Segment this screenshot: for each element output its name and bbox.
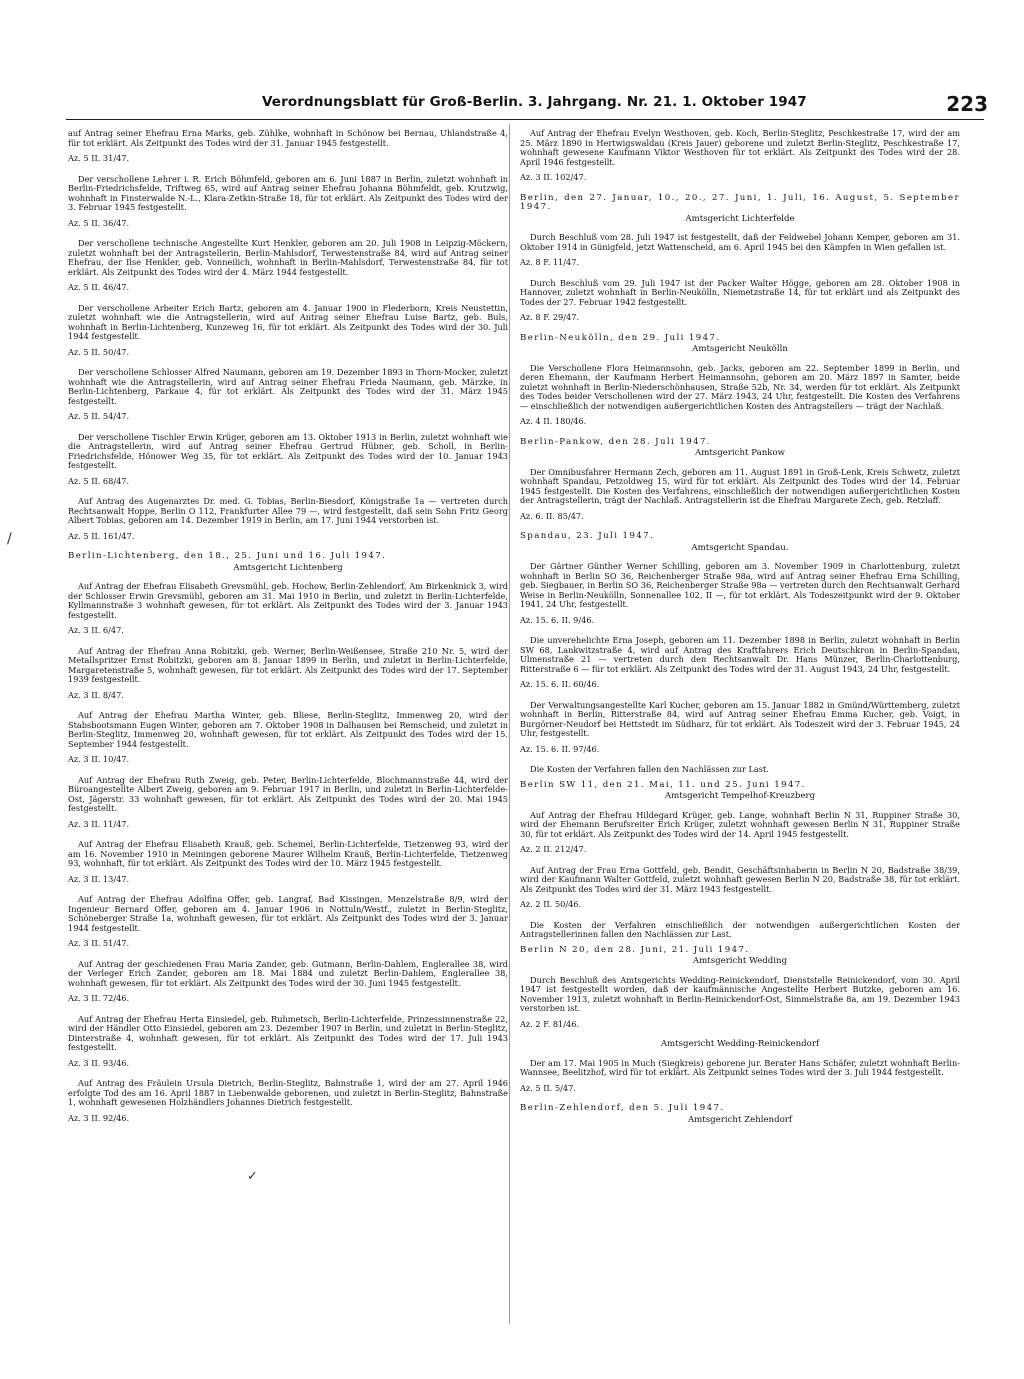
case-reference: Az. 3 II. 93/46.: [68, 1057, 130, 1068]
court-name: Amtsgericht Lichterfelde: [685, 213, 795, 224]
header-rule: [66, 119, 984, 120]
court-name: Amtsgericht Zehlendorf: [687, 1114, 793, 1125]
notice-paragraph: Die unverehelichte Erna Joseph, geboren am 11. Dezember 1898 in Berlin, zuletzt wohnhaft in Berlin SW 68, Lankwitzstraße 4, wird auf Antrag des Kraftfahrers Erich Deutschkron in Berlin-Spandau, Ulmenstraße 21 — vertreten durch den Rechtsanwalt Dr. Hans Münzer, Berlin-Charlottenburg, Ritterstraße 6 — für tot erklärt. Als Zeitpunkt des Todes wird der 31. August 1943, 24 Uhr, festgestellt.: [520, 635, 960, 674]
case-reference: Az. 8 F. 29/47.: [520, 312, 580, 322]
notice-paragraph: Auf Antrag des Fräulein Ursula Dietrich, Berlin-Steglitz, Bahnstraße 1, wird der am 27. April 1946 erfolgte Tod des am 16. April 1887 in Liebenwalde geborenen, und zuletzt in Berlin-Steglitz, Bahnstraße 1, wohnhaft gewesenen Holzhändlers Johannes Dietrich festgestellt.: [68, 1078, 508, 1107]
court-name: Amtsgericht Spandau.: [691, 542, 789, 553]
case-reference: Az. 2 II. 212/47.: [520, 844, 587, 854]
notice-paragraph: Auf Antrag der Ehefrau Martha Winter, geb. Bliese, Berlin-Steglitz, Immenweg 20, wird der Stabsbootsmann Eugen Winter, geboren am 7. Oktober 1908 in Dalhausen bei Remscheid, und zuletzt in Berlin-Steglitz, Immenweg 20, wohnhaft gewesen, für tot erklärt. Als Zeitpunkt des Todes wird der 15. September 1944 festgestellt.: [68, 710, 508, 749]
case-reference: Az. 5 II. 54/47.: [68, 411, 130, 421]
case-reference: Az. 5 II. 5/47.: [520, 1082, 576, 1093]
case-reference: Az. 3 II. 10/47.: [68, 754, 130, 764]
notice-paragraph: Auf Antrag der Ehefrau Elisabeth Krauß, geb. Schemel, Berlin-Lichterfelde, Tietzenweg 93, wird der am 16. November 1910 in Meiningen geborene Maurer Wilhelm Krauß, Berlin-Lichterfelde, Tietzenweg 93, wohnhaft, für tot erklärt. Als Zeitpunkt des Todes wird der 10. März 1945 festgestellt.: [68, 839, 508, 868]
case-reference: Az. 5 II. 68/47.: [68, 475, 130, 486]
place-date-line: Berlin SW 11, den 21. Mai, 11. und 25. Juni 1947.: [520, 779, 806, 790]
notice-paragraph: Der verschollene Arbeiter Erich Bartz, geboren am 4. Januar 1900 in Flederborn, Kreis Neustettin, zuletzt wohnhaft wie die Antragstellerin, wird auf Antrag seiner Ehefrau Luise Bartz, geb. Buls, wohnhaft in Berlin-Lichtenberg, Kunzeweg 16, für tot erklärt. Als Zeitpunkt des Todes wird der 30. Juli 1944 festgestellt.: [68, 302, 508, 341]
case-reference: Az. 15. 6. II. 60/46.: [520, 679, 600, 689]
right-column: [520, 129, 960, 1134]
costs-note: Die Kosten der Verfahren einschließlich der notwendigen außergerichtlichen Kosten der Antragstellerinnen fallen den Nachlässen zur Last.: [520, 919, 960, 939]
notice-paragraph: Auf Antrag der geschiedenen Frau Maria Zander, geb. Gutmann, Berlin-Dahlem, Englerallee 38, wird der Verleger Erich Zander, geboren am 18. Mai 1884 und zuletzt Berlin-Dahlem, Englerallee 38, wohnhaft gewesen, für tot erklärt. Als Zeitpunkt des Todes wird der 30. Juni 1945 festgestellt.: [68, 958, 508, 988]
notice-paragraph: Durch Beschluß des Amtsgerichts Wedding-Reinickendorf, Dienststelle Reinickendorf, vom 30. April 1947 ist festgestellt worden, daß der kaufmännische Angestellte Herbert Butzke, geboren am 16. November 1913, zuletzt wohnhaft in Berlin-Reinickendorf-Ost, Simmelstraße 8a, am 19. Dezember 1943 verstorben ist.: [520, 974, 960, 1013]
notice-paragraph: auf Antrag seiner Ehefrau Erna Marks, geb. Zühlke, wohnhaft in Schönow bei Bernau, Uhlandstraße 4, für tot erklärt. Als Zeitpunkt des Todes wird der 31. Januar 1945 festgestellt.: [68, 128, 508, 148]
place-date-line: Berlin-Lichtenberg, den 18., 25. Juni und 16. Juli 1947.: [68, 551, 387, 561]
place-date-line: Berlin-Zehlendorf, den 5. Juli 1947.: [520, 1103, 725, 1113]
notice-paragraph: Auf Antrag der Ehefrau Anna Robitzki, geb. Werner, Berlin-Weißensee, Straße 210 Nr. 5, wird der Metallspritzer Ernst Robitzki, geboren am 8. Januar 1899 in Berlin, und zuletzt in Berlin-Lichterfelde, Margaretenstraße 5, wohnhaft gewesen, für tot erklärt. Als Zeitpunkt des Todes wird der 17. September 1939 festgestellt.: [68, 645, 508, 684]
place-date-line: Berlin-Neukölln, den 29. Juli 1947.: [520, 332, 721, 343]
notice-paragraph: Die Verschollene Flora Heimannsohn, geb. Jacks, geboren am 22. September 1899 in Berlin, und deren Ehemann, der Kaufmann Herbert Heimannsohn, geboren am 20. März 1897 in Samter, beide zuletzt wohnhaft in Berlin-Niederschönhausen, Straße 52b, Nr. 34, werden für tot erklärt. Als Zeitpunkt des Todes beider Verschollenen wird der 27. März 1943, 24 Uhr, festgestellt. Die Kosten des Verfahrens — einschließlich der notwendigen außergerichtlichen Kosten des Antragstellers — trägt der Nachlaß.: [520, 362, 960, 411]
case-reference: Az. 5 II. 161/47.: [68, 530, 135, 541]
notice-paragraph: Durch Beschluß vom 29. Juli 1947 ist der Packer Walter Högge, geboren am 28. Oktober 1908 in Hannover, zuletzt wohnhaft in Berlin-Neukölln, Niemetzstraße 14, für tot erklärt und als Zeitpunkt des Todes der 27. Februar 1942 festgestellt.: [520, 277, 960, 307]
case-reference: Az. 3 II. 51/47.: [68, 938, 130, 948]
case-reference: Az. 2 II. 50/46.: [520, 899, 582, 909]
case-reference: Az. 3 II. 6/47.: [68, 625, 124, 635]
notice-paragraph: Der Gärtner Günther Werner Schilling, geboren am 3. November 1909 in Charlottenburg, zuletzt wohnhaft in Berlin SO 36, Reichenberger Straße 98a, wird auf Antrag seiner Ehefrau Erna Schilling, geb. Siegbauer, in Berlin SO 36, Reichenberger Straße 98a — vertreten durch den Rechtsanwalt Gerhard Weise in Berlin-Neukölln, Sonnenallee 102, II —, für tot erklärt. Als Todeszeitpunkt wird der 9. Oktober 1941, 24 Uhr, festgestellt.: [520, 561, 960, 609]
margin-slash-mark: /: [7, 531, 12, 547]
place-date-line: Spandau, 23. Juli 1947.: [520, 531, 655, 541]
case-reference: Az. 15. 6. II. 9/46.: [520, 614, 595, 625]
place-date-line: Berlin N 20, den 28. Juni, 21. Juli 1947.: [520, 944, 750, 955]
case-reference: Az. 8 F. 11/47.: [520, 257, 580, 267]
place-date-line: Berlin-Pankow, den 28. Juli 1947.: [520, 436, 711, 447]
notice-paragraph: Auf Antrag der Ehefrau Evelyn Westhoven, geb. Koch, Berlin-Steglitz, Peschkestraße 17, wird der am 25. März 1890 in Hertwigswaldau (Kreis Jauer) geborene und zuletzt Berlin-Steglitz, Peschkestraße 17, wohnhaft gewesene Kaufmann Viktor Westhoven für tot erklärt. Als Zeitpunkt des Todes wird der 28. April 1946 festgestellt.: [520, 128, 960, 167]
notice-paragraph: Auf Antrag des Augenarztes Dr. med. G. Tobias, Berlin-Biesdorf, Königstraße 1a — vertreten durch Rechtsanwalt Hoppe, Berlin O 112, Frankfurter Allee 79 —, wird festgestellt, daß sein Sohn Fritz Georg Albert Tobias, geboren am 14. Dezember 1919 in Berlin, am 17. Juni 1944 verstorben ist.: [68, 496, 508, 525]
left-column: [68, 129, 508, 1134]
case-reference: Az. 3 II. 8/47.: [68, 689, 124, 700]
notice-paragraph: Der Omnibusfahrer Hermann Zech, geboren am 11. August 1891 in Groß-Lenk, Kreis Schwetz, zuletzt wohnhaft Spandau, Petzoldweg 15, wird für tot erklärt. Als Zeitpunkt des Todes wird der 14. Februar 1945 festgestellt. Die Kosten des Verfahrens, einschließlich der notwendigen außergerichtlichen Kosten der Antragstellerin, trägt der Nachlaß. Antragstellerin ist die Ehefrau Margarete Zech, geb. Retzlaff.: [520, 466, 960, 505]
notice-paragraph: Der verschollene technische Angestellte Kurt Henkler, geboren am 20. Juli 1908 in Leipzig-Möckern, zuletzt wohnhaft bei der Antragstellerin, Berlin-Mahlsdorf, Terwestenstraße 84, wird auf Antrag seiner Ehefrau, der Ilse Henkler, geb. Vonneilich, wohnhaft in Berlin-Mahlsdorf, Terwestenstraße 84, für tot erklärt. Als Zeitpunkt des Todes wird der 4. März 1944 festgestellt.: [68, 238, 508, 277]
gazette-title: Verordnungsblatt für Groß-Berlin. 3. Jahrgang. Nr. 21. 1. Oktober 1947: [262, 94, 807, 110]
case-reference: Az. 5 II. 50/47.: [68, 346, 130, 357]
case-reference: Az. 3 II. 92/46.: [68, 1112, 130, 1123]
case-reference: Az. 3 II. 11/47.: [68, 818, 130, 829]
case-reference: Az. 3 II. 102/47.: [520, 172, 587, 182]
case-reference: Az. 15. 6. II. 97/46.: [520, 743, 600, 754]
notice-paragraph: Auf Antrag der Ehefrau Elisabeth Grevsmühl, geb. Hochow, Berlin-Zehlendorf, Am Birkenknick 3, wird der Schlosser Erwin Grevsmühl, geboren am 31. Mai 1910 in Berlin, und zuletzt in Berlin-Lichterfelde, Kyllmannstraße 3 wohnhaft gewesen, für tot erklärt. Als Zeitpunkt des Todes wird der 3. Januar 1943 festgestellt.: [68, 581, 508, 620]
court-name: Amtsgericht Wedding-Reinickendorf: [660, 1039, 820, 1049]
page-header: [262, 92, 988, 126]
court-name: Amtsgericht Wedding: [692, 956, 788, 966]
case-reference: Az. 5 II. 36/47.: [68, 217, 130, 228]
notice-paragraph: Der am 17. Mai 1905 in Much (Siegkreis) geborene jur. Berater Hans Schäfer, zuletzt wohnhaft Berlin-Wannsee, Beelitzhof, wird für tot erklärt. Als Zeitpunkt seines Todes wird der 3. Juli 1944 festgestellt.: [520, 1057, 960, 1077]
notice-paragraph: Der Verwaltungsangestellte Karl Kucher, geboren am 15. Januar 1882 in Gmünd/Württemberg, zuletzt wohnhaft in Berlin, Ritterstraße 84, wird auf Antrag seiner Ehefrau Emma Kucher, geb. Voigt, in Burgörner-Neudorf bei Hettstedt im Südharz, für tot erklärt. Als Todeszeit wird der 3. Februar 1945, 24 Uhr, festgestellt.: [520, 699, 960, 738]
column-divider: [509, 124, 510, 1324]
court-name: Amtsgericht Neukölln: [692, 344, 788, 354]
case-reference: Az. 4 II. 180/46.: [520, 416, 587, 426]
notice-paragraph: Der verschollene Schlosser Alfred Naumann, geboren am 19. Dezember 1893 in Thorn-Mocker, zuletzt wohnhaft wie die Antragstellerin, wird auf Antrag seiner Ehefrau Frieda Naumann, geb. Märzke, in Berlin-Lichtenberg, Parkaue 4, für tot erklärt. Als Zeitpunkt des Todes wird der 31. März 1945 festgestellt.: [68, 367, 508, 406]
notice-paragraph: Auf Antrag der Ehefrau Hildegard Krüger, geb. Lange, wohnhaft Berlin N 31, Ruppiner Straße 30, wird der Ehemann Berufsreiter Erich Krüger, zuletzt wohnhaft gewesen Berlin N 31, Ruppiner Straße 30, für tot erklärt. Als Zeitpunkt des Todes wird der 14. April 1945 festgestellt.: [520, 809, 960, 839]
notice-paragraph: Der verschollene Lehrer i. R. Erich Böhmfeld, geboren am 6. Juni 1887 in Berlin, zuletzt wohnhaft in Berlin-Friedrichsfelde, Triftweg 65, wird auf Antrag seiner Ehefrau Johanna Böhmfeldt, geb. Krutzwig, wohnhaft in Finsterwalde N.-L., Klara-Zetkin-Straße 18, für tot erklärt. Als Zeitpunkt des Todes wird der 3. Februar 1945 festgestellt.: [68, 173, 508, 212]
costs-note: Die Kosten der Verfahren fallen den Nachlässen zur Last.: [530, 764, 769, 774]
case-reference: Az. 3 II. 13/47.: [68, 873, 130, 884]
case-reference: Az. 5 II. 31/47.: [68, 153, 130, 163]
notice-paragraph: Durch Beschluß vom 28. Juli 1947 ist festgestellt, daß der Feldwebel Johann Kemper, geboren am 31. Oktober 1914 in Günigfeld, jetzt Wattenscheid, am 6. April 1945 bei den Kämpfen in Wien gefallen ist.: [520, 232, 960, 252]
notice-paragraph: Auf Antrag der Ehefrau Adolfina Offer, geb. Langraf, Bad Kissingen, Menzelstraße 8/9, wird der Ingenieur Bernard Offer, geboren am 4. Januar 1906 in Nottuln/Westf., zuletzt in Berlin-Steglitz, Schöneberger Straße 1a, wohnhaft gewesen, für tot erklärt. Als Zeitpunkt des Todes wird der 3. Januar 1944 festgestellt.: [68, 894, 508, 933]
notice-paragraph: Auf Antrag der Ehefrau Ruth Zweig, geb. Peter, Berlin-Lichterfelde, Blochmannstraße 44, wird der Büroangestellte Albert Zweig, geboren am 9. Februar 1917 in Berlin, und zuletzt in Berlin-Lichterfelde-Ost, Jägerstr. 33 wohnhaft gewesen, für tot erklärt. Als Zeitpunkt des Todes wird der 20. Mai 1945 festgestellt.: [68, 774, 508, 813]
place-date-line: Berlin, den 27. Januar, 10., 20., 27. Juni, 1. Juli, 16. August, 5. September 1947.: [520, 192, 960, 212]
notice-paragraph: Der verschollene Tischler Erwin Krüger, geboren am 13. Oktober 1913 in Berlin, zuletzt wohnhaft wie die Antragstellerin, wird auf Antrag seiner Ehefrau Gertrud Hübner, geb. Scholl, in Berlin-Friedrichsfelde, Hönower Weg 35, für tot erklärt. Als Zeitpunkt des Todes wird der 10. Januar 1943 festgestellt.: [68, 431, 508, 470]
court-name: Amtsgericht Tempelhof-Kreuzberg: [664, 791, 816, 801]
handwritten-checkmark: ✓: [247, 1169, 258, 1184]
case-reference: Az. 6. II. 85/47.: [520, 510, 584, 521]
case-reference: Az. 3 II. 72/46.: [68, 993, 130, 1003]
case-reference: Az. 5 II. 46/47.: [68, 282, 130, 292]
court-name: Amtsgericht Lichtenberg: [233, 562, 343, 573]
court-name: Amtsgericht Pankow: [695, 448, 785, 458]
notice-paragraph: Auf Antrag der Ehefrau Herta Einsiedel, geb. Ruhmetsch, Berlin-Lichterfelde, Prinzessinnenstraße 22, wird der Händler Otto Einsiedel, geboren am 23. Dezember 1907 in Berlin, und zuletzt in Berlin-Steglitz, Dinterstraße 4, wohnhaft gewesen, für tot erklärt. Als Zeitpunkt des Todes wird der 17. Juli 1943 festgestellt.: [68, 1013, 508, 1052]
case-reference: Az. 2 F. 81/46.: [520, 1018, 580, 1029]
page-number: 223: [946, 92, 988, 116]
notice-paragraph: Auf Antrag der Frau Erna Gottfeld, geb. Bendit, Geschäftsinhaberin in Berlin N 20, Badstraße 38/39, wird der Kaufmann Walter Gottfeld, zuletzt wohnhaft gewesen Berlin N 20, Badstraße 38, für tot erklärt. Als Zeitpunkt des Todes wird der 31. März 1943 festgestellt.: [520, 864, 960, 894]
